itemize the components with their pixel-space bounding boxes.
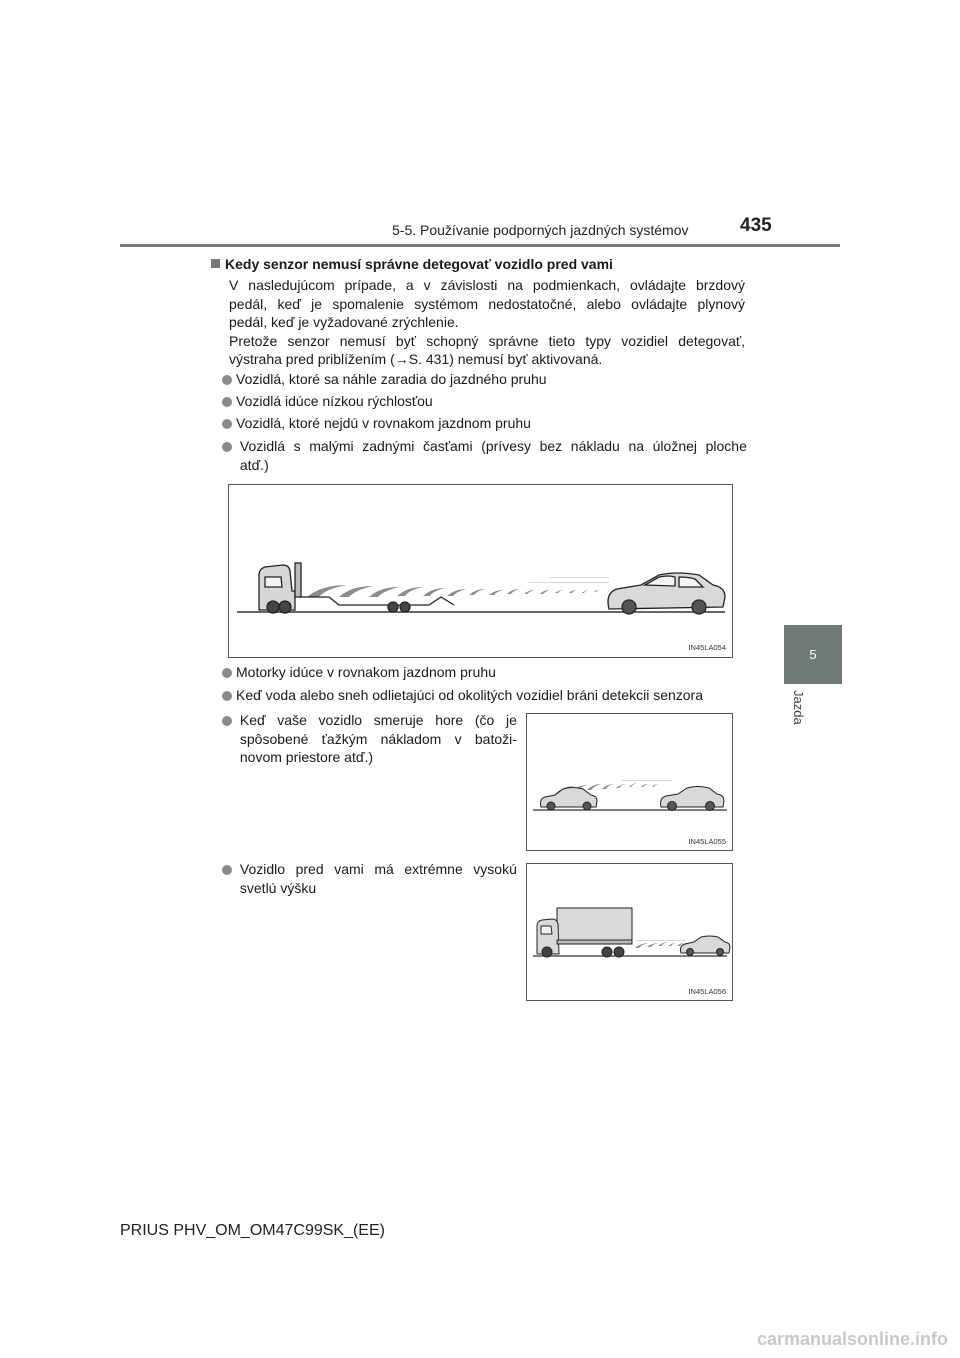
bullet-dot-icon [222, 865, 232, 875]
bullet-dot-icon [222, 419, 232, 429]
list-item-line: spôsobené ťažkým nákladom v batoži- [239, 730, 517, 747]
page-number: 435 [740, 215, 772, 236]
list-item-line: Vozidlá s malými zadnými časťami (prívesy bez nákladu na úložnej ploche [239, 438, 747, 454]
figure-code: IN45LA056 [688, 987, 726, 996]
bullet-dot-icon [222, 716, 232, 726]
bullet-dot-icon [222, 375, 232, 385]
section-title: 5-5. Používanie podporných jazdných systémov [392, 222, 689, 238]
chapter-tab[interactable] [784, 625, 842, 684]
list-item [222, 414, 531, 433]
sedan-icon [661, 787, 724, 811]
list-item-text [240, 860, 517, 897]
list-item [222, 370, 547, 389]
list-item-line: svetlú výšku [239, 879, 317, 896]
watermark: carmanualsonline.info [756, 1329, 948, 1349]
sensor-wave-icon [307, 577, 609, 597]
list-item-text: Vozidlá, ktoré nejdú v rovnakom jazdnom pruhu [236, 415, 531, 431]
intro-line: pedál, keď je vyžadované zrýchlenie. [229, 314, 459, 330]
list-item [222, 686, 703, 705]
car-uphill-illustration [527, 714, 732, 850]
figure-code: IN45LA054 [688, 643, 726, 652]
sedan-icon [608, 573, 725, 614]
bullet-dot-icon [222, 397, 232, 407]
intro-line: výstraha pred priblížením (→S. 431) nemusí byť aktivovaná. [229, 351, 603, 367]
list-item-text [240, 437, 747, 474]
list-item [222, 663, 496, 682]
figure-code: IN45LA055 [688, 837, 726, 846]
sedan-icon [681, 936, 731, 956]
intro-paragraph [229, 276, 745, 369]
intro-line: pedál, keď je spomalenie systémom nedostatočné, alebo ovládajte plynový [229, 295, 745, 312]
list-item-text: Vozidlá idúce nízkou rýchlosťou [236, 393, 433, 409]
list-item [222, 860, 517, 897]
truck-icon [537, 908, 632, 957]
bullet-dot-icon [222, 442, 232, 452]
section-heading [211, 256, 613, 272]
heading-text: Kedy senzor nemusí správne detegovať vozidlo pred vami [225, 256, 613, 272]
list-item [222, 711, 517, 767]
list-item [222, 437, 747, 474]
list-item-text: Motorky idúce v rovnakom jazdnom pruhu [236, 664, 496, 680]
chapter-number: 5 [809, 647, 817, 662]
bullet-dot-icon [222, 691, 232, 701]
list-item-line: novom priestore atď.) [239, 749, 373, 765]
list-item-text [240, 711, 517, 767]
bullet-dot-icon [222, 668, 232, 678]
intro-line: Pretože senzor nemusí byť schopný správne tieto typy vozidiel detegovať, [229, 332, 745, 349]
header-divider [120, 244, 840, 247]
tow-truck-illustration [229, 485, 732, 657]
figure-high-clearance-truck [526, 863, 733, 1001]
list-item-text: Keď voda alebo sneh odlietajúci od okolitých vozidiel bráni detekcii senzora [236, 687, 703, 703]
figure-car-uphill [526, 713, 733, 851]
own-car-icon [541, 788, 598, 811]
list-item [222, 392, 433, 411]
list-item-line: Vozidlo pred vami má extrémne vysokú [239, 861, 517, 877]
figure-tow-truck [228, 484, 733, 658]
sensor-wave-icon [635, 940, 685, 948]
list-item-text: Vozidlá, ktoré sa náhle zaradia do jazdného pruhu [236, 371, 547, 387]
list-item-line: Keď vaše vozidlo smeruje hore (čo je [239, 712, 517, 728]
high-clearance-truck-illustration [527, 864, 732, 1000]
intro-line: V nasledujúcom prípade, a v závislosti na podmienkach, ovládajte brzdový [229, 277, 745, 293]
square-bullet-icon [211, 259, 220, 268]
list-item-line: atď.) [239, 456, 269, 473]
chapter-label: Jazda [791, 690, 806, 725]
document-id: PRIUS PHV_OM_OM47C99SK_(EE) [120, 1222, 385, 1239]
